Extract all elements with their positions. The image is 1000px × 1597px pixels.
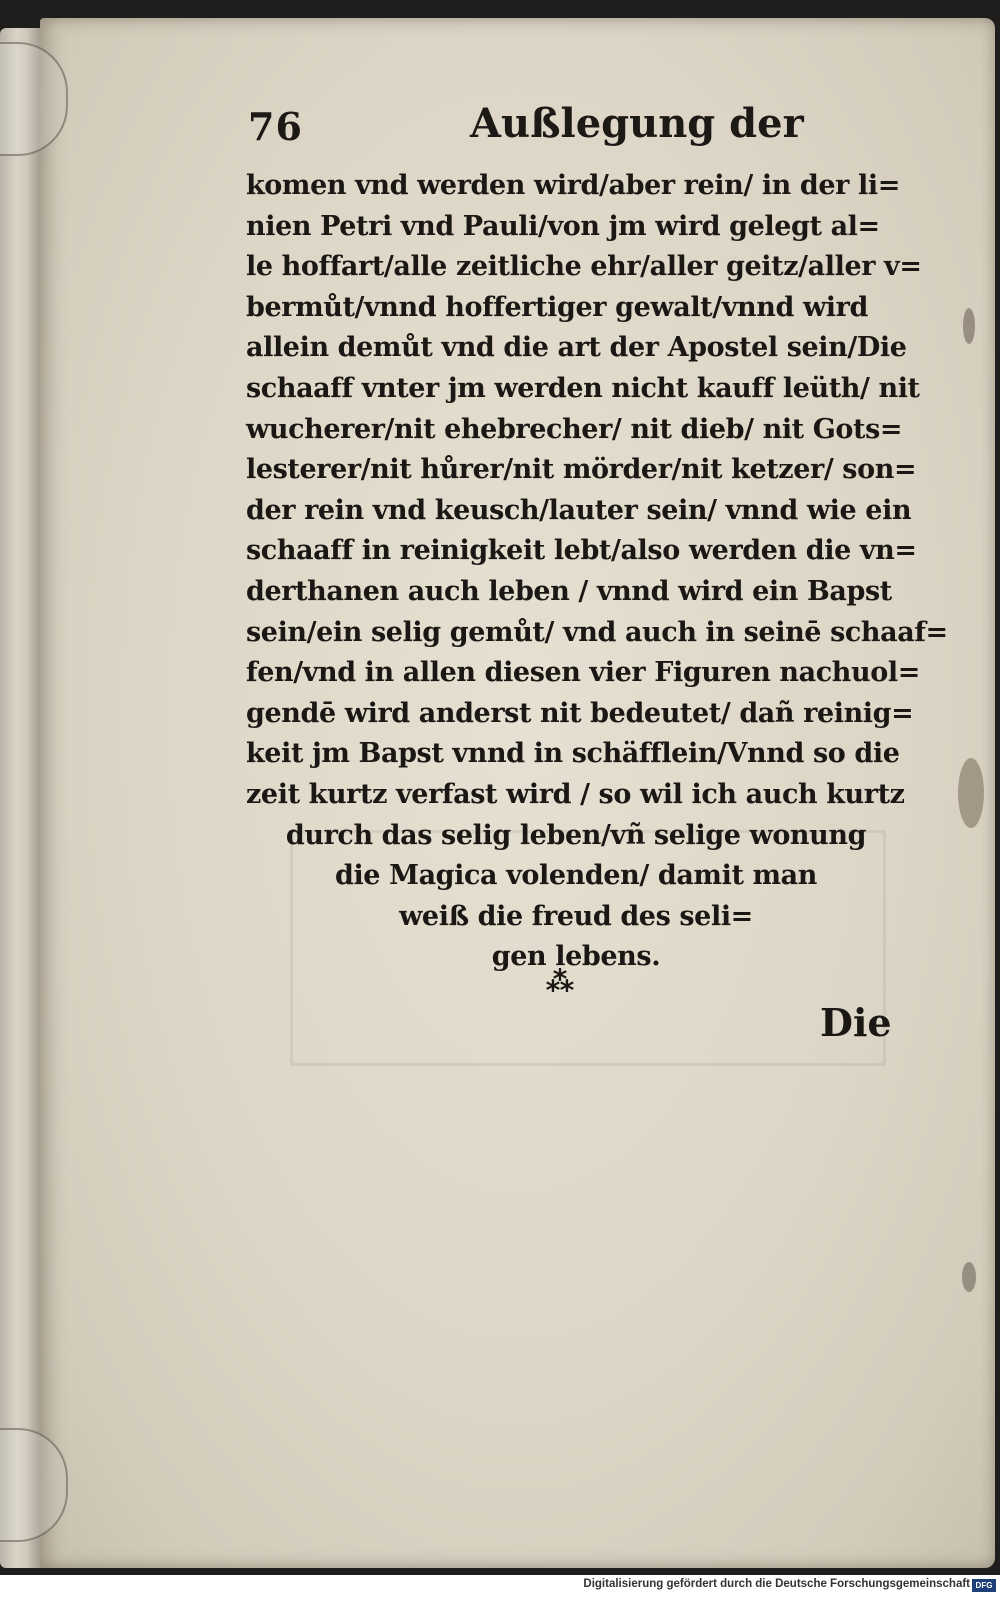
text-line: allein demůt vnd die art der Apostel sein/Die xyxy=(246,332,907,364)
text-line: komen vnd werden wird/aber rein/ in der li= xyxy=(246,170,900,201)
text-line: schaaff vnter jm werden nicht kauff leüth/ nit xyxy=(246,372,920,404)
footer-bar xyxy=(0,1575,1000,1597)
text-line: keit jm Bapst vnnd in schäfflein/Vnnd so die xyxy=(246,738,900,770)
text-line: wucherer/nit ehebrecher/ nit dieb/ nit Gots= xyxy=(246,413,903,445)
text-line: nien Petri vnd Pauli/von jm wird gelegt al= xyxy=(246,210,880,242)
closing-line: weiß die freud des seli= xyxy=(399,900,753,932)
closing-line: durch das selig leben/vñ selige wonung xyxy=(285,819,867,851)
bleed-through-text xyxy=(255,1095,895,1134)
text-line: der rein vnd keusch/lauter sein/ vnnd wie ein xyxy=(246,494,912,526)
catchword: Die xyxy=(820,1000,892,1045)
text-line: fen/vnd in allen diesen vier Figuren nachuol= xyxy=(246,657,920,689)
bleed-through-line xyxy=(255,1095,895,1134)
text-line: le hoffart/alle zeitliche ehr/aller geitz/aller v= xyxy=(246,251,922,283)
text-line: schaaff in reinigkeit lebt/also werden die vn= xyxy=(246,535,917,567)
text-line: zeit kurtz verfast wird / so wil ich auch kurtz xyxy=(246,778,905,810)
page-header xyxy=(248,100,804,160)
edge-damage-mark xyxy=(963,308,975,344)
asterism-ornament: ⁂ xyxy=(545,965,575,998)
body-text xyxy=(246,166,948,978)
dfg-logo: DFG xyxy=(972,1579,996,1592)
text-line: gendē wird anderst nit bedeutet/ dañ reinig= xyxy=(246,697,914,729)
text-line: bermůt/vnnd hoffertiger gewalt/vnnd wird xyxy=(246,291,868,323)
text-line: sein/ein selig gemůt/ vnd auch in seinē schaaf= xyxy=(246,616,948,648)
text-line: lesterer/nit hůrer/nit mörder/nit ketzer/ son= xyxy=(246,454,917,486)
page-number: 76 xyxy=(248,104,303,149)
text-line: derthanen auch leben / vnnd wird ein Bapst xyxy=(246,575,892,607)
running-title: Außlegung der xyxy=(470,100,804,147)
edge-damage-mark xyxy=(958,758,984,828)
closing-line: gen lebens. xyxy=(491,941,661,973)
funding-credit: Digitalisierung gefördert durch die Deutsche Forschungsgemeinschaft xyxy=(583,1578,970,1590)
closing-line: die Magica volenden/ damit man xyxy=(334,860,818,892)
edge-damage-mark xyxy=(962,1262,976,1292)
